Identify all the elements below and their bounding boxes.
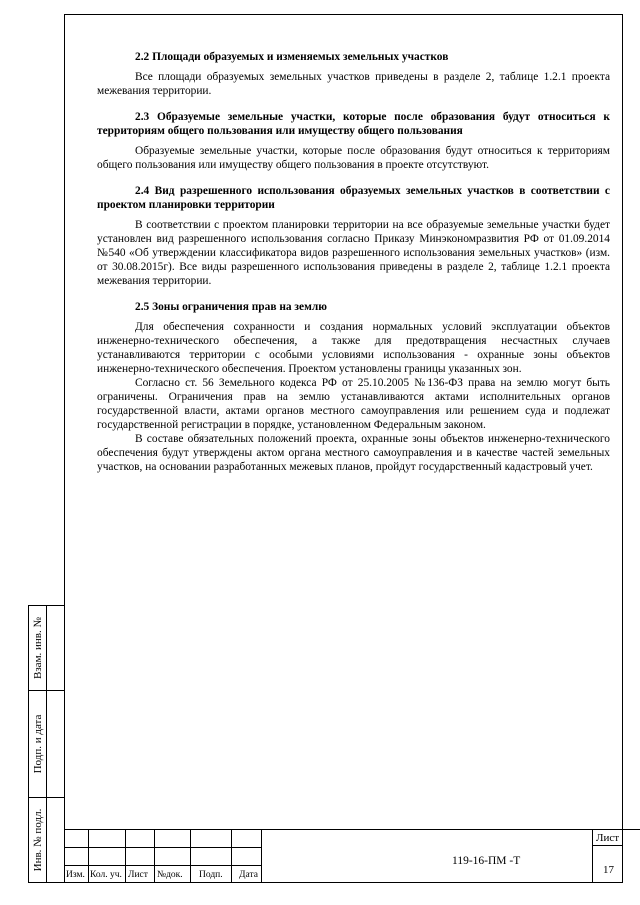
paragraph: Согласно ст. 56 Земельного кодекса РФ от 25.10.2005 №136-ФЗ права на землю могут быть ограничены. Ограничения прав на землю устанавливаются актами исполнительных органов государственной власти, актами органов местного самоуправления или решением суда и подлежат государственной регистрации в порядке, установленном Федеральным законом. [97, 377, 610, 431]
paragraph: В составе обязательных положений проекта, охранные зоны объектов инженерно-технического обеспечения будут утверждены актом органа местного самоуправления и в качестве частей земельных участков, на основании разработанных межевых планов, пройдут государственный кадастровый учет. [97, 433, 610, 473]
col-list: Лист [128, 870, 148, 880]
section-heading: 2.4 Вид разрешенного использования образуемых земельных участков в соответствии с проектом планировки территории [97, 185, 610, 211]
col-podp: Подп. [199, 870, 223, 880]
section-heading: 2.3 Образуемые земельные участки, которые после образования будут относиться к территориям общего пользования или имуществу общего пользования [97, 111, 610, 137]
stamp-podp: Подп. и дата [29, 690, 47, 797]
col-izm: Изм. [66, 870, 85, 880]
title-block [64, 829, 623, 883]
revision-grid [64, 829, 262, 883]
document-body [97, 50, 610, 474]
section-heading: 2.5 Зоны ограничения прав на землю [135, 301, 327, 313]
margin-stamp [28, 605, 65, 883]
sheet-number: 17 [603, 864, 614, 876]
sheet-label: Лист [596, 832, 620, 844]
document-code: 119-16-ПМ -Т [452, 855, 521, 867]
section-heading: 2.2 Площади образуемых и изменяемых земельных участков [135, 51, 449, 63]
paragraph: Образуемые земельные участки, которые после образования будут относиться к территориям общего пользования или имуществу общего пользования в проекте отсутствуют. [97, 145, 610, 171]
grid-row [64, 865, 262, 866]
paragraph: Для обеспечения сохранности и создания нормальных условий эксплуатации объектов инженерно-технического обеспечения, а также для предотвращения несчастных случаев устанавливаются территории с особыми условиями использования - охранные зоны объектов инженерно-технического обеспечения. Проектом установлены границы указанных зон. [97, 321, 610, 375]
col-ndok: №док. [157, 870, 183, 880]
sheet-cell [592, 829, 623, 883]
col-kol-uch: Кол. уч. [90, 870, 122, 880]
paragraph: Все площади образуемых земельных участков приведены в разделе 2, таблице 1.2.1 проекта межевания территории. [97, 71, 610, 97]
col-data: Дата [239, 870, 258, 880]
grid-row [64, 847, 262, 848]
document-code-cell [262, 829, 640, 883]
paragraph: В соответствии с проектом планировки территории на все образуемые земельные участки будет установлен вид разрешенного использования согласно Приказу Минэкономразвития РФ от 01.09.2014 №540 «Об утверждении классификатора видов разрешенного использования земельных участков» (изм. от 30.08.2015г). Все виды разрешенного использования приведены в разделе 2, таблице 1.2.1 проекта межевания территории. [97, 219, 610, 287]
stamp-inv: Инв. № подл. [29, 797, 47, 883]
stamp-vzam: Взам. инв. № [29, 606, 47, 690]
